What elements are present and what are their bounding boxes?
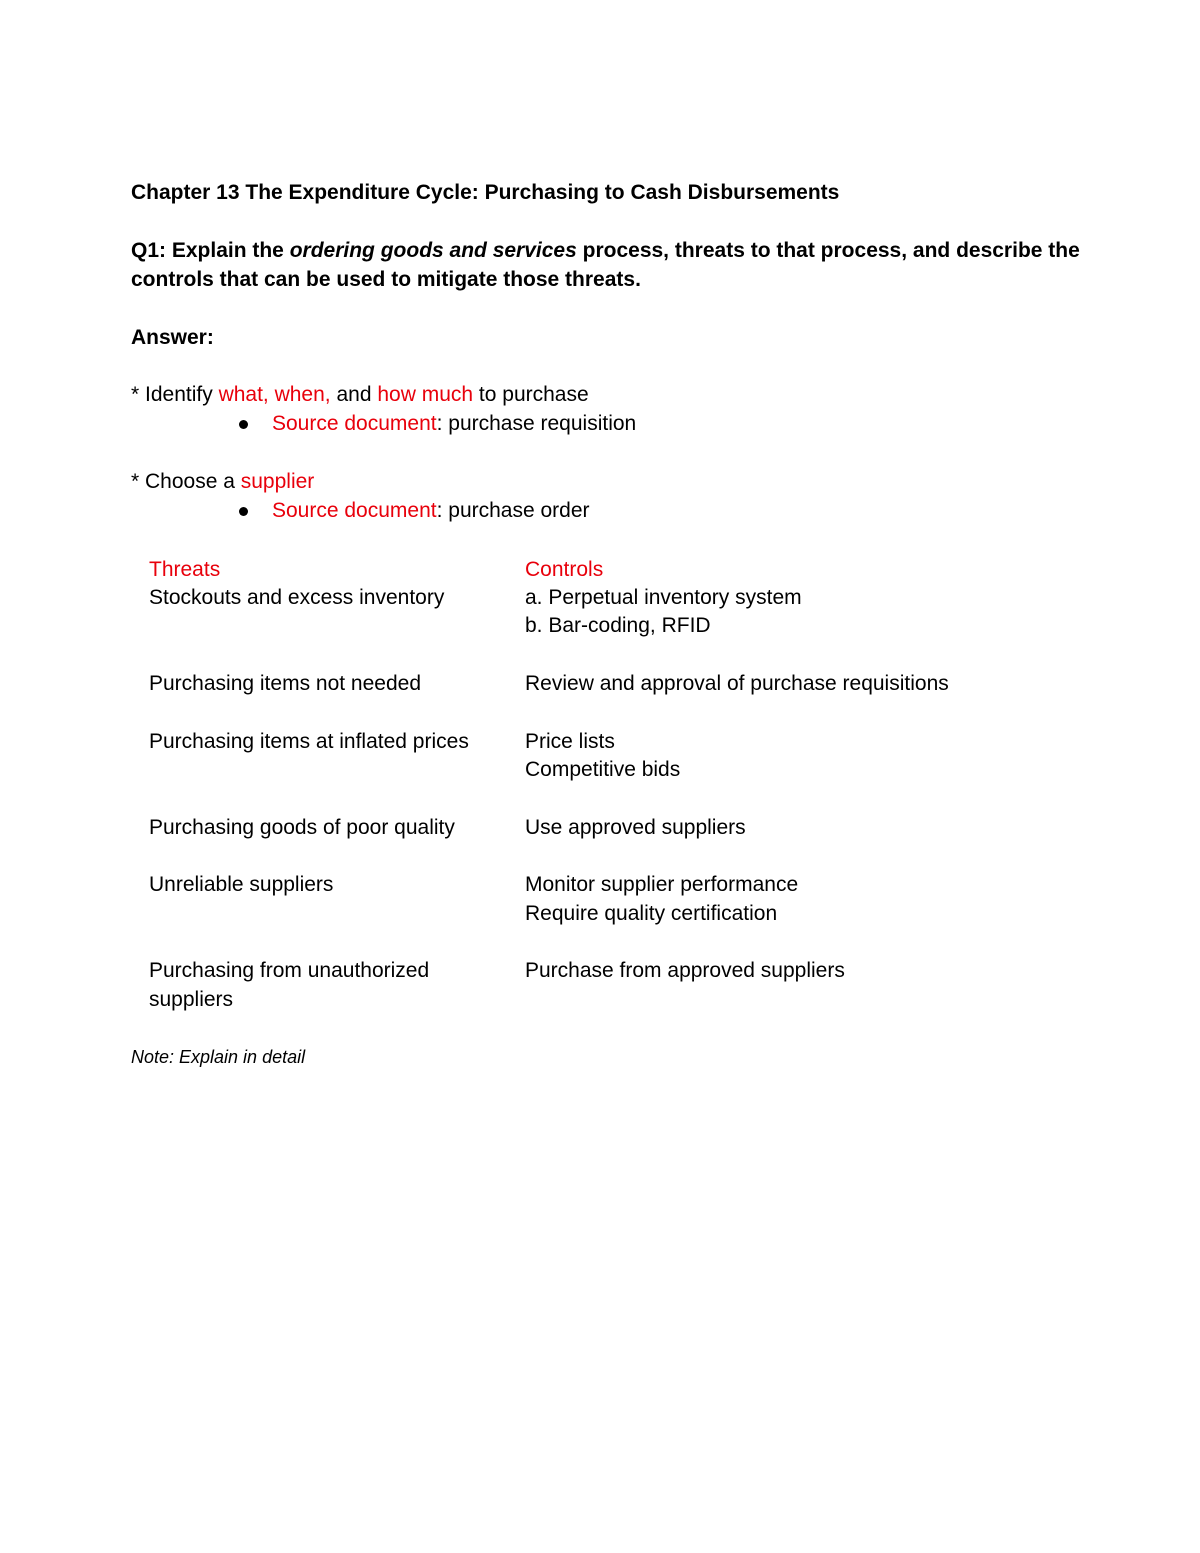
control-cell: Competitive bids	[525, 758, 681, 781]
control-cell: b. Bar-coding, RFID	[525, 614, 711, 637]
source-document-label: Source document	[272, 412, 437, 435]
threat-cell: Purchasing items at inflated prices	[149, 730, 469, 753]
threat-cell: Unreliable suppliers	[149, 873, 334, 896]
control-cell: a. Perpetual inventory system	[525, 586, 802, 609]
question-line-2: controls that can be used to mitigate those threats.	[131, 268, 641, 291]
control-cell: Review and approval of purchase requisitions	[525, 672, 949, 695]
source-document-value: : purchase requisition	[436, 412, 637, 435]
source-document-label: Source document	[272, 499, 437, 522]
answer-label: Answer:	[131, 326, 214, 349]
control-cell: Use approved suppliers	[525, 816, 746, 839]
control-cell: Price lists	[525, 730, 615, 753]
controls-header: Controls	[525, 558, 604, 581]
question-line-1	[131, 237, 1080, 265]
step-identify-mid: and	[330, 383, 378, 406]
bullet-icon	[239, 420, 248, 429]
step-identify-source-document	[272, 410, 636, 438]
threat-cell: suppliers	[149, 988, 234, 1011]
control-cell: Require quality certification	[525, 902, 778, 925]
note: Note: Explain in detail	[131, 1047, 306, 1067]
step-choose-source-document	[272, 497, 590, 525]
threat-cell: Purchasing goods of poor quality	[149, 816, 455, 839]
question-prefix: Q1: Explain the	[131, 239, 290, 262]
step-choose-supplier: supplier	[240, 470, 315, 493]
threats-header: Threats	[149, 558, 221, 581]
threat-cell: Stockouts and excess inventory	[149, 586, 445, 609]
threat-cell: Purchasing items not needed	[149, 672, 422, 695]
threat-cell: Purchasing from unauthorized	[149, 959, 430, 982]
step-choose-prefix: * Choose a	[131, 470, 241, 493]
step-identify	[131, 381, 589, 409]
question-emphasis: ordering goods and services	[289, 239, 577, 262]
step-choose	[131, 468, 314, 496]
source-document-value: : purchase order	[436, 499, 590, 522]
bullet-icon	[239, 507, 248, 516]
control-cell: Monitor supplier performance	[525, 873, 799, 896]
step-identify-what-when: what, when,	[218, 383, 331, 406]
step-identify-prefix: * Identify	[131, 383, 219, 406]
step-identify-how-much: how much	[377, 383, 474, 406]
control-cell: Purchase from approved suppliers	[525, 959, 845, 982]
page-title: Chapter 13 The Expenditure Cycle: Purchasing to Cash Disbursements	[131, 181, 840, 204]
question-suffix: process, threats to that process, and describe the	[576, 239, 1080, 262]
step-identify-suffix: to purchase	[473, 383, 589, 406]
